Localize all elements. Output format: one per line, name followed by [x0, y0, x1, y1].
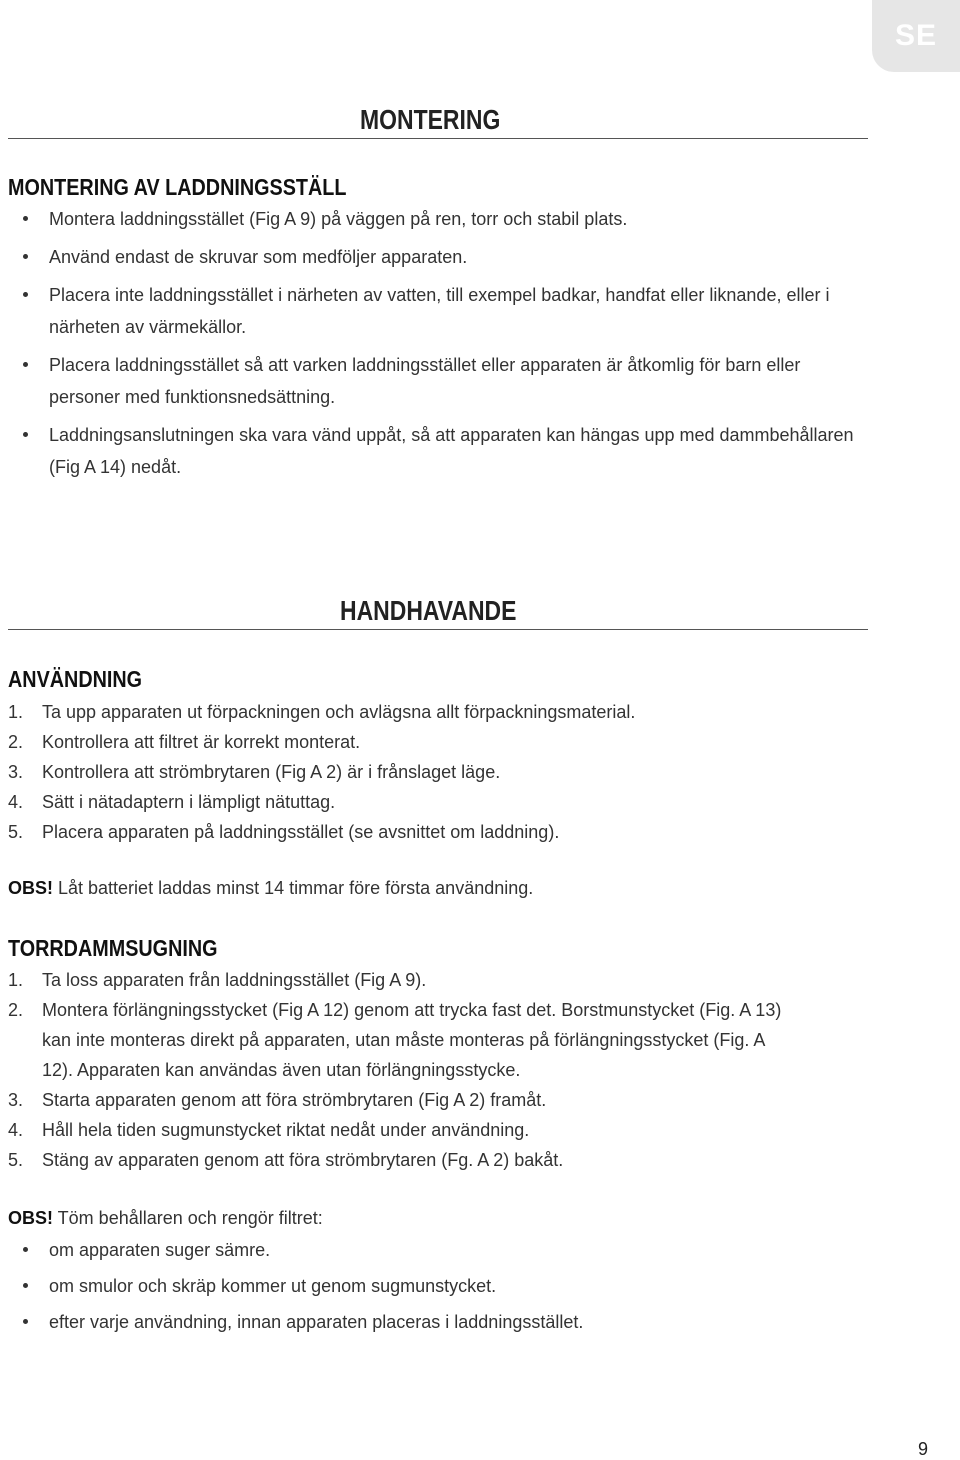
step-text: Håll hela tiden sugmunstycket riktat nedåt under användning. — [42, 1120, 530, 1140]
page-number: 9 — [917, 1439, 928, 1459]
list-item-text: Placera laddningsstället så att varken laddningsstället eller apparaten är åtkomlig för barn eller personer med funktionsnedsättning. — [49, 355, 801, 407]
anvandning-steps — [8, 697, 868, 847]
list-item — [8, 995, 788, 1085]
list-item — [8, 757, 868, 787]
bullet-icon — [23, 216, 28, 221]
list-item-text: Placera inte laddningsstället i närheten av vatten, till exempel badkar, handfat eller liknande, eller i närheten av värmekällor. — [49, 285, 830, 337]
bullet-icon — [23, 432, 28, 437]
list-item-text: Använd endast de skruvar som medföljer apparaten. — [49, 247, 468, 267]
bullet-icon — [23, 292, 28, 297]
list-item — [22, 1306, 862, 1338]
montering-bullet-list — [22, 203, 862, 483]
list-item — [22, 203, 862, 235]
bullet-icon — [23, 1247, 28, 1252]
list-item — [8, 1085, 788, 1115]
torrdammsugning-bullet-list — [22, 1234, 862, 1338]
torrdammsugning-note — [8, 1208, 323, 1229]
step-text: Starta apparaten genom att föra strömbrytaren (Fig A 2) framåt. — [42, 1090, 547, 1110]
list-item-text: efter varje användning, innan apparaten placeras i laddningsstället. — [49, 1312, 584, 1332]
list-item — [22, 349, 862, 413]
note-text: Töm behållaren och rengör filtret: — [53, 1208, 323, 1228]
heading-torrdammsugning: TORRDAMMSUGNING — [8, 935, 218, 961]
note-label: OBS! — [8, 1208, 53, 1228]
step-number: 1. — [8, 702, 24, 722]
note-label: OBS! — [8, 878, 53, 898]
bullet-icon — [23, 254, 28, 259]
step-number: 3. — [8, 762, 24, 782]
list-item-text: Laddningsanslutningen ska vara vänd uppåt, så att apparaten kan hängas upp med dammbehållaren (Fig A 14) nedåt. — [49, 425, 854, 477]
step-number: 3. — [8, 1090, 24, 1110]
list-item-text: Montera laddningsstället (Fig A 9) på väggen på ren, torr och stabil plats. — [49, 209, 628, 229]
step-number: 5. — [8, 822, 24, 842]
step-number: 2. — [8, 732, 24, 752]
step-text: Placera apparaten på laddningsstället (se avsnittet om laddning). — [42, 822, 560, 842]
step-number: 1. — [8, 970, 24, 990]
step-text: Kontrollera att strömbrytaren (Fig A 2) är i frånslaget läge. — [42, 762, 501, 782]
bullet-icon — [23, 1283, 28, 1288]
step-text: Ta upp apparaten ut förpackningen och avlägsna allt förpackningsmaterial. — [42, 702, 636, 722]
torrdammsugning-steps — [8, 965, 788, 1175]
step-number: 4. — [8, 792, 24, 812]
section-divider-handhavande — [8, 629, 868, 630]
language-tab — [872, 0, 960, 72]
bullet-icon — [23, 1319, 28, 1324]
note-text: Låt batteriet laddas minst 14 timmar före första användning. — [53, 878, 534, 898]
list-item — [8, 727, 868, 757]
list-item — [22, 419, 862, 483]
step-text: Ta loss apparaten från laddningsstället (Fig A 9). — [42, 970, 427, 990]
step-text: Kontrollera att filtret är korrekt monterat. — [42, 732, 361, 752]
list-item — [8, 787, 868, 817]
anvandning-note — [8, 878, 533, 899]
bullet-icon — [23, 362, 28, 367]
list-item — [8, 817, 868, 847]
heading-anvandning: ANVÄNDNING — [8, 666, 143, 692]
list-item — [8, 1145, 788, 1175]
list-item — [22, 241, 862, 273]
list-item — [22, 1270, 862, 1302]
heading-montering-av-laddningsstall: MONTERING AV LADDNINGSSTÄLL — [8, 174, 347, 200]
list-item — [8, 1115, 788, 1145]
list-item — [8, 965, 788, 995]
section-title-montering: MONTERING — [360, 104, 501, 135]
list-item — [22, 279, 862, 343]
step-number: 4. — [8, 1120, 24, 1140]
section-divider-montering — [8, 138, 868, 139]
step-text: Sätt i nätadaptern i lämpligt nätuttag. — [42, 792, 336, 812]
list-item-text: om smulor och skräp kommer ut genom sugmunstycket. — [49, 1276, 497, 1296]
step-text: Stäng av apparaten genom att föra strömbrytaren (Fg. A 2) bakåt. — [42, 1150, 564, 1170]
language-tab-label: SE — [894, 19, 938, 52]
list-item — [22, 1234, 862, 1266]
step-text: Montera förlängningsstycket (Fig A 12) genom att trycka fast det. Borstmunstycket (Fig. A 13) kan inte monteras direkt på apparaten, utan måste monteras på förlängningsstycket (Fig. A 12). Apparaten kan användas även utan förlängningsstycke. — [42, 1000, 782, 1080]
list-item-text: om apparaten suger sämre. — [49, 1240, 271, 1260]
list-item — [8, 697, 868, 727]
step-number: 5. — [8, 1150, 24, 1170]
step-number: 2. — [8, 1000, 24, 1020]
section-title-handhavande: HANDHAVANDE — [340, 595, 517, 626]
